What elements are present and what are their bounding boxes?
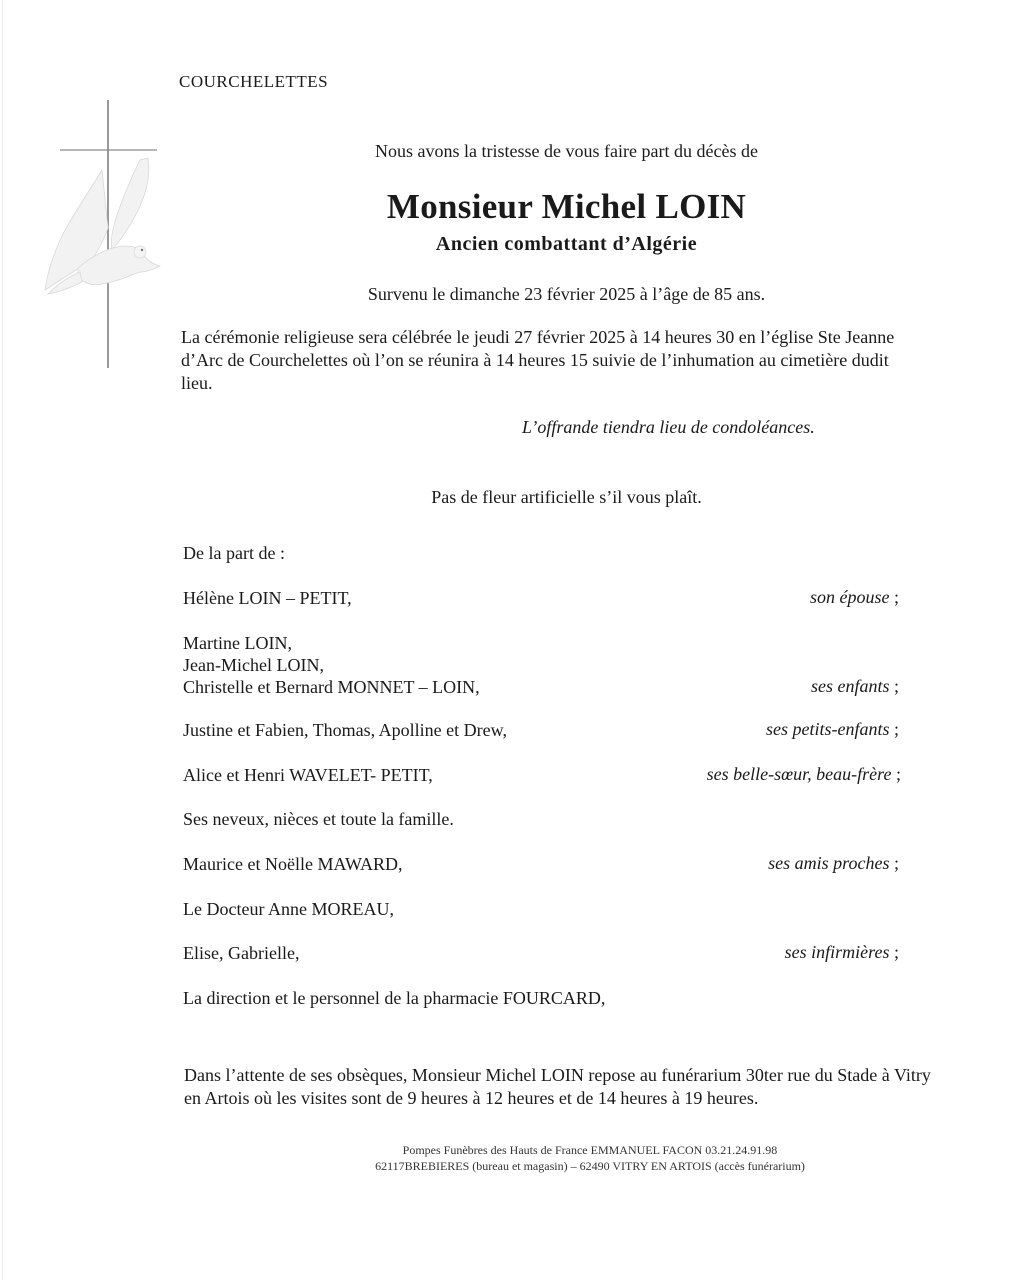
- family-entry-relation: [810, 587, 899, 608]
- family-name-line: Jean-Michel LOIN,: [183, 655, 324, 675]
- family-name-line: Le Docteur Anne MOREAU,: [183, 899, 394, 919]
- deceased-name: Monsieur Michel LOIN: [386, 187, 747, 226]
- family-entry-relation: [785, 942, 899, 963]
- no-flowers-note: Pas de fleur artificielle s’il vous plaît.: [431, 487, 702, 507]
- family-name-line: Elise, Gabrielle,: [183, 943, 300, 963]
- relation-punct: ;: [889, 587, 899, 607]
- relation-text: son épouse: [809, 587, 890, 607]
- family-entry-names: [183, 853, 403, 875]
- family-entry-names: [183, 987, 605, 1009]
- death-date: Survenu le dimanche 23 février 2025 à l’âge de 85 ans.: [367, 284, 766, 304]
- family-name-line: Christelle et Bernard MONNET – LOIN,: [183, 677, 480, 697]
- family-name-line: Ses neveux, nièces et toute la famille.: [183, 809, 454, 829]
- deceased-subtitle: Ancien combattant d’Algérie: [435, 233, 698, 255]
- footer-line-1: Pompes Funèbres des Hauts de France EMMANUEL FACON 03.21.24.91.98: [402, 1143, 778, 1157]
- family-name-line: La direction et le personnel de la pharmacie FOURCARD,: [183, 988, 606, 1008]
- relation-punct: ;: [889, 942, 899, 962]
- relation-punct: ;: [889, 676, 899, 696]
- town-name: COURCHELETTES: [179, 72, 329, 91]
- relation-punct: ;: [889, 719, 899, 739]
- ceremony-details: La cérémonie religieuse sera célébrée le jeudi 27 février 2025 à 14 heures 30 en l’église Ste Jeanne d’Arc de Courchelettes où l’on se réunira à 14 heures 15 suivie de l’inhumation au cimetière dudit lieu.: [181, 327, 895, 393]
- relation-text: ses amis proches: [768, 853, 890, 873]
- relation-punct: ;: [891, 764, 901, 784]
- family-name-line: Hélène LOIN – PETIT,: [183, 588, 352, 608]
- family-entry-relation: [811, 676, 899, 697]
- relation-text: ses infirmières: [784, 942, 890, 962]
- relation-punct: ;: [889, 853, 899, 873]
- family-name-line: Maurice et Noëlle MAWARD,: [183, 854, 403, 874]
- family-entry-relation: [768, 853, 899, 874]
- family-entry-relation: [766, 719, 899, 740]
- intro-text: Nous avons la tristesse de vous faire part du décès de: [375, 141, 758, 161]
- family-entry-names: [183, 898, 394, 920]
- family-name-line: Alice et Henri WAVELET- PETIT,: [183, 765, 433, 785]
- family-entry-names: [183, 764, 433, 786]
- offering-note: L’offrande tiendra lieu de condoléances.: [522, 417, 815, 437]
- family-entry-names: [183, 808, 454, 830]
- relation-text: ses enfants: [810, 676, 890, 696]
- footer-line-2: 62117BREBIERES (bureau et magasin) – 62490 VITRY EN ARTOIS (accès funérarium): [375, 1159, 805, 1173]
- family-entry-names: [183, 942, 299, 964]
- relation-text: ses petits-enfants: [765, 719, 890, 739]
- relation-text: ses belle-sœur, beau-frère: [706, 764, 892, 784]
- family-name-line: Martine LOIN,: [183, 633, 292, 653]
- family-entry-relation: [707, 764, 901, 785]
- funeral-home-footer: [0, 1142, 1029, 1174]
- family-entry-names: [183, 587, 352, 609]
- family-entry-names: [183, 719, 507, 741]
- visits-details: Dans l’attente de ses obsèques, Monsieur Michel LOIN repose au funérarium 30ter rue du Stade à Vitry en Artois où les visites sont de 9 heures à 12 heures et de 14 heures à 19 heures.: [184, 1065, 931, 1108]
- from-label: De la part de :: [183, 543, 285, 563]
- family-name-line: Justine et Fabien, Thomas, Apolline et Drew,: [183, 720, 507, 740]
- family-entry-names: [183, 632, 480, 698]
